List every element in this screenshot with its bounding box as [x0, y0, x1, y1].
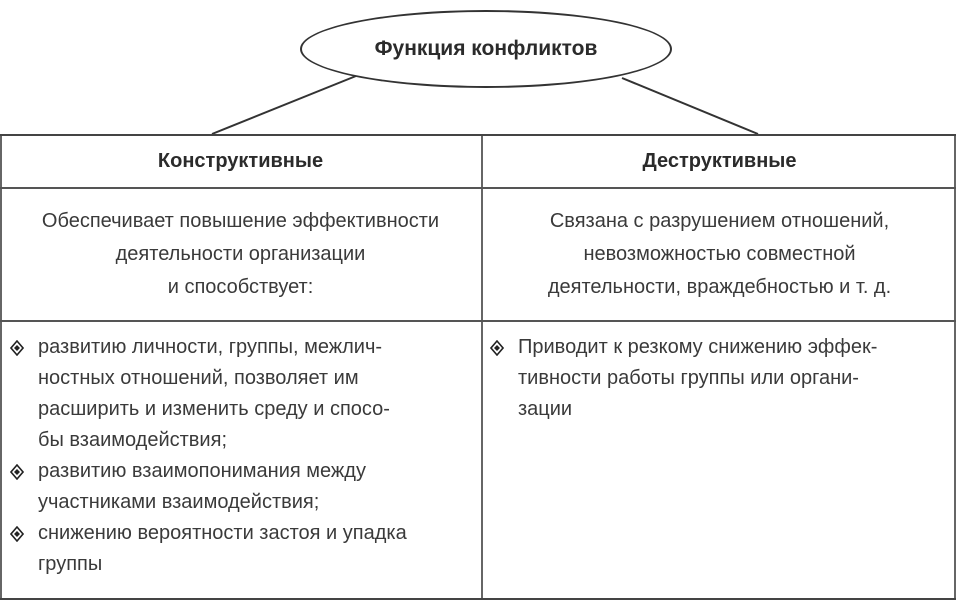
list-item-line: развитию взаимопонимания между	[38, 460, 366, 482]
diamond-bullet-icon	[10, 456, 38, 487]
list-item	[490, 332, 952, 425]
constructive-list	[10, 332, 470, 580]
connector-right	[622, 78, 758, 134]
description-line: деятельности, враждебностью и т. д.	[547, 276, 892, 298]
destructive-list	[490, 332, 952, 425]
list-item-line: группы	[38, 553, 103, 575]
diamond-bullet-icon	[10, 332, 38, 363]
diamond-bullet-icon	[10, 518, 38, 549]
description-line: Связана с разрушением отношений,	[549, 210, 890, 232]
destructive-heading: Деструктивные	[642, 150, 797, 172]
list-item	[10, 518, 470, 580]
list-item-line: участниками взаимодействия;	[38, 491, 320, 513]
constructive-heading: Конструктивные	[157, 150, 324, 172]
constructive-description	[0, 189, 481, 320]
list-item-line: снижению вероятности застоя и упадка	[38, 522, 407, 544]
list-item-line: бы взаимодействия;	[38, 429, 227, 451]
destructive-description	[483, 189, 956, 320]
connector-left	[212, 76, 356, 134]
functions-table	[0, 134, 956, 600]
list-item-line: тивности работы группы или органи-	[518, 367, 859, 389]
description-line: Обеспечивает повышение эффективности	[41, 210, 440, 232]
list-item	[10, 332, 470, 456]
list-item	[10, 456, 470, 518]
description-divider	[0, 320, 956, 322]
description-line: невозможностью совместной	[583, 243, 856, 265]
list-item-line: Приводит к резкому снижению эффек-	[518, 336, 878, 358]
title-ellipse	[300, 10, 672, 88]
list-item-line: расширить и изменить среду и спосо-	[38, 398, 390, 420]
description-line: и способствует:	[167, 276, 314, 298]
list-item-line: развитию личности, группы, межлич-	[38, 336, 383, 358]
description-line: деятельности организации	[115, 243, 366, 265]
diamond-bullet-icon	[490, 332, 518, 363]
list-item-line: ностных отношений, позволяет им	[38, 367, 359, 389]
list-item-line: зации	[518, 398, 573, 420]
diagram-title: Функция конфликтов	[374, 37, 598, 60]
